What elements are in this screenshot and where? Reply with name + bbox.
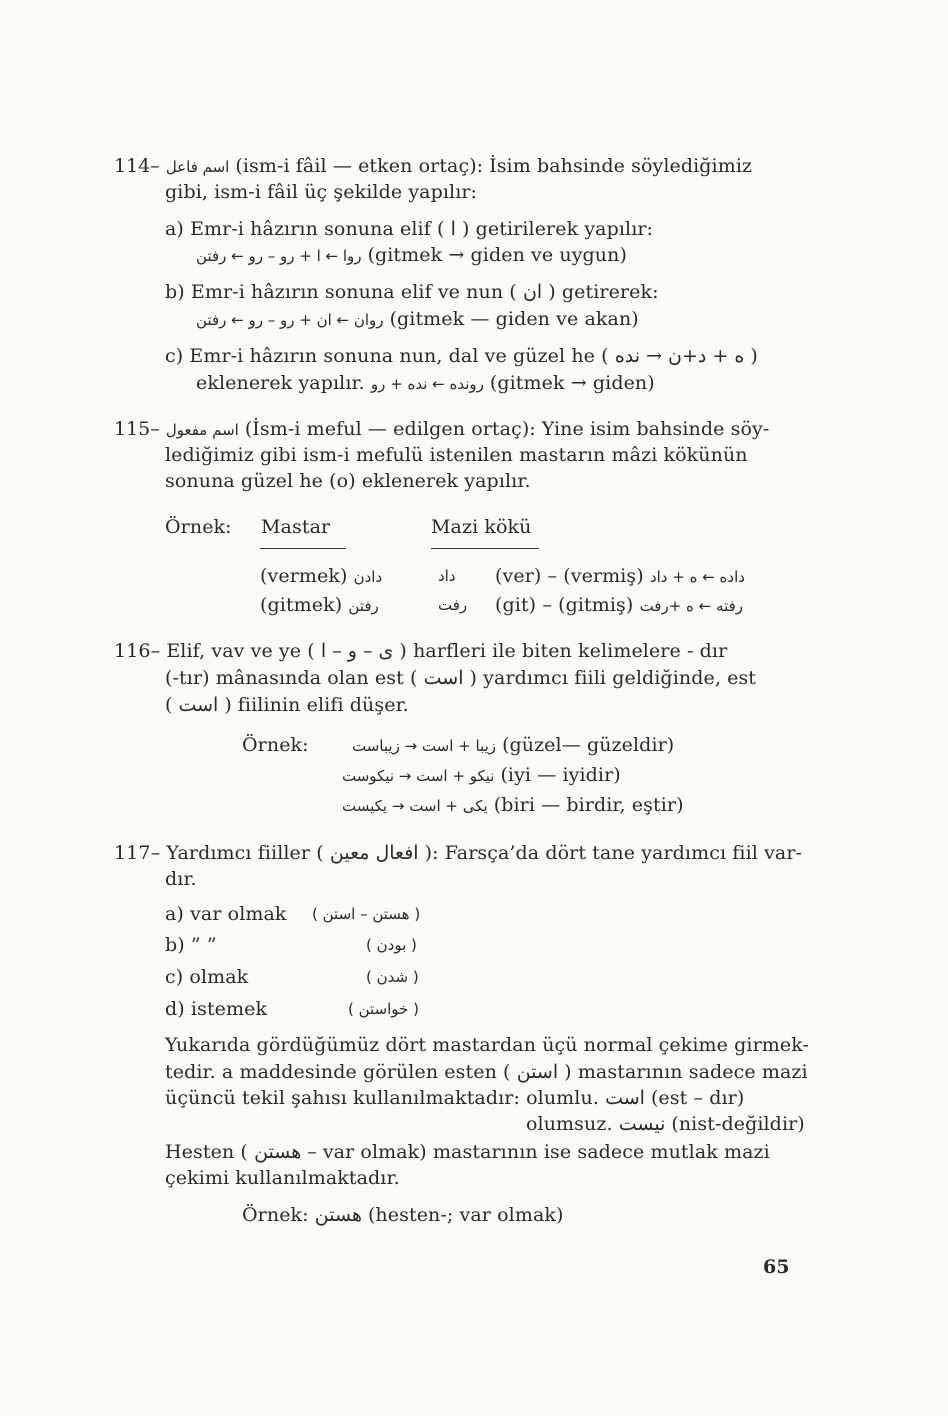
example-row-1-derivation: [495, 563, 745, 590]
section-114-number: 114–: [114, 155, 160, 177]
section-114-line-1: [114, 153, 752, 180]
column-header-mazi-koku: Mazi kökü: [431, 516, 532, 538]
section-114-c-heading: c) Emr-i hâzırın sonuna nun, dal ve güzel he ( ه + د+ن → نده ): [165, 345, 758, 367]
section-115-line-2: lediğimiz gibi ism-i mefulü istenilen mastarın mâzi kökünün: [165, 444, 748, 466]
aux-verb-c-arabic: ( شدن ): [366, 968, 419, 986]
section-117-paragraph-line-4: olumsuz. نیست (nist-değildir): [526, 1113, 805, 1135]
section-114-a-heading: a) Emr-i hâzırın sonuna elif ( ا ) getirilerek yapılır:: [165, 218, 654, 240]
example-row-2-mastar: رفتن: [348, 597, 379, 615]
section-114-line-2: gibi, ism-i fâil üç şekilde yapılır:: [165, 181, 478, 203]
section-116-example-2-gloss: (iyi — iyidir): [500, 764, 621, 786]
example-row-2-turkish: (gitmek): [260, 594, 343, 616]
section-114-text-1: (ism-i fâil — etken ortaç): İsim bahsinde söylediğimiz: [235, 155, 753, 177]
section-114-c-text: eklenerek yapılır.: [196, 372, 365, 394]
section-114-a-formula: روا ← ا + رو – رو ← رفتن: [196, 247, 362, 265]
column-rule-mazi-koku: [431, 548, 539, 549]
section-117-text-1: Yardımcı fiiller ( افعال معین ): Farsça’da dört tane yardımcı fiil var-: [166, 842, 803, 864]
section-116-example-1-formula: زیبا + است → زیباست: [352, 737, 497, 755]
aux-verb-b-arabic: ( بودن ): [366, 936, 417, 954]
section-116-text-1: Elif, vav ve ye ( ی – و – ا ) harfleri ile biten kelimelere - dır: [166, 640, 728, 662]
section-114-term: اسم فاعل: [165, 158, 230, 176]
section-116-line-3: ( است ) fiilinin elifi düşer.: [165, 694, 409, 716]
example-row-2-gloss: (git) – (gitmiş): [495, 594, 634, 616]
section-114-b-example: [196, 306, 639, 333]
section-116-example-label: Örnek:: [242, 734, 309, 756]
section-116-example-2-formula: نیکو + است → نیکوست: [342, 767, 495, 785]
section-114-c-gloss: (gitmek → giden): [489, 372, 655, 394]
column-header-mastar: Mastar: [261, 516, 331, 538]
section-116-example-2: [342, 762, 621, 789]
section-114-a-gloss: (gitmek → giden ve uygun): [367, 244, 627, 266]
aux-verb-d-label: d) istemek: [165, 998, 268, 1020]
section-116-example-1: [352, 732, 674, 759]
section-117-paragraph-line-5: Hesten ( هستن – var olmak) mastarının ise sadece mutlak mazi: [165, 1141, 770, 1163]
section-117-paragraph-line-3: üçüncü tekil şahısı kullanılmaktadır: olumlu. است (est – dır): [165, 1087, 745, 1109]
section-115-term: اسم مفعول: [165, 421, 239, 439]
section-115-text-1: (İsm-i meful — edilgen ortaç): Yine isim bahsinde söy-: [244, 418, 770, 440]
example-row-1-formula: داده ← ه + داد: [649, 568, 745, 586]
section-115-number: 115–: [114, 418, 160, 440]
aux-verb-b-label: b) ” ”: [165, 934, 217, 956]
section-117-paragraph-line-1: Yukarıda gördüğümüz dört mastardan üçü normal çekime girmek-: [165, 1034, 810, 1056]
section-116-example-3: [342, 792, 684, 819]
aux-verb-c-label: c) olmak: [165, 966, 249, 988]
section-117-example: Örnek: هستن (hesten-; var olmak): [242, 1204, 564, 1226]
section-116-line-1: [114, 638, 727, 664]
example-row-2-derivation: [495, 592, 743, 619]
example-row-1-gloss: (ver) – (vermiş): [495, 565, 644, 587]
section-114-b-gloss: (gitmek — giden ve akan): [389, 308, 639, 330]
column-rule-mastar: [260, 548, 346, 549]
section-117-number: 117–: [114, 842, 161, 864]
example-row-2-formula: رفته ← ه +رفت: [639, 597, 744, 615]
aux-verb-d-arabic: ( خواستن ): [348, 1000, 419, 1018]
section-116-example-1-gloss: (güzel— güzeldir): [502, 734, 675, 756]
example-row-1-turkish: (vermek): [260, 565, 348, 587]
section-116-number: 116–: [114, 640, 161, 662]
example-row-2-verb: [260, 592, 379, 619]
example-row-1-root: داد: [438, 567, 456, 585]
section-115-example-label: Örnek:: [165, 516, 232, 538]
section-116-line-2: (-tır) mânasında olan est ( است ) yardımcı fiili geldiğinde, est: [165, 667, 757, 689]
page-number: 65: [763, 1256, 790, 1278]
section-115-line-3: sonuna güzel he (o) eklenerek yapılır.: [165, 470, 531, 492]
section-116-example-3-gloss: (biri — birdir, eştir): [493, 794, 684, 816]
section-114-b-formula: روان ← ان + رو – رو ← رفتن: [196, 311, 384, 329]
aux-verb-a-label: a) var olmak: [165, 903, 287, 925]
section-114-c-example: [196, 370, 655, 397]
aux-verb-a-arabic: ( هستن – استن ): [312, 905, 421, 923]
section-117-line-1: [114, 840, 802, 866]
section-115-line-1: [114, 416, 769, 443]
section-116-example-3-formula: یکی + است → یکیست: [342, 797, 488, 815]
section-117-line-2: dır.: [165, 868, 197, 890]
section-117-paragraph-line-2: tedir. a maddesinde görülen esten ( استن ) mastarının sadece mazi: [165, 1061, 808, 1083]
example-row-1-verb: [260, 563, 382, 590]
section-114-c-formula: رونده ← نده + رو: [370, 375, 484, 393]
section-114-a-example: [196, 242, 627, 269]
section-114-b-heading: b) Emr-i hâzırın sonuna elif ve nun ( ان ) getirerek:: [165, 281, 659, 303]
example-row-1-mastar: دادن: [353, 568, 383, 586]
example-row-2-root: رفت: [438, 596, 468, 614]
section-117-paragraph-line-6: çekimi kullanılmaktadır.: [165, 1167, 400, 1189]
